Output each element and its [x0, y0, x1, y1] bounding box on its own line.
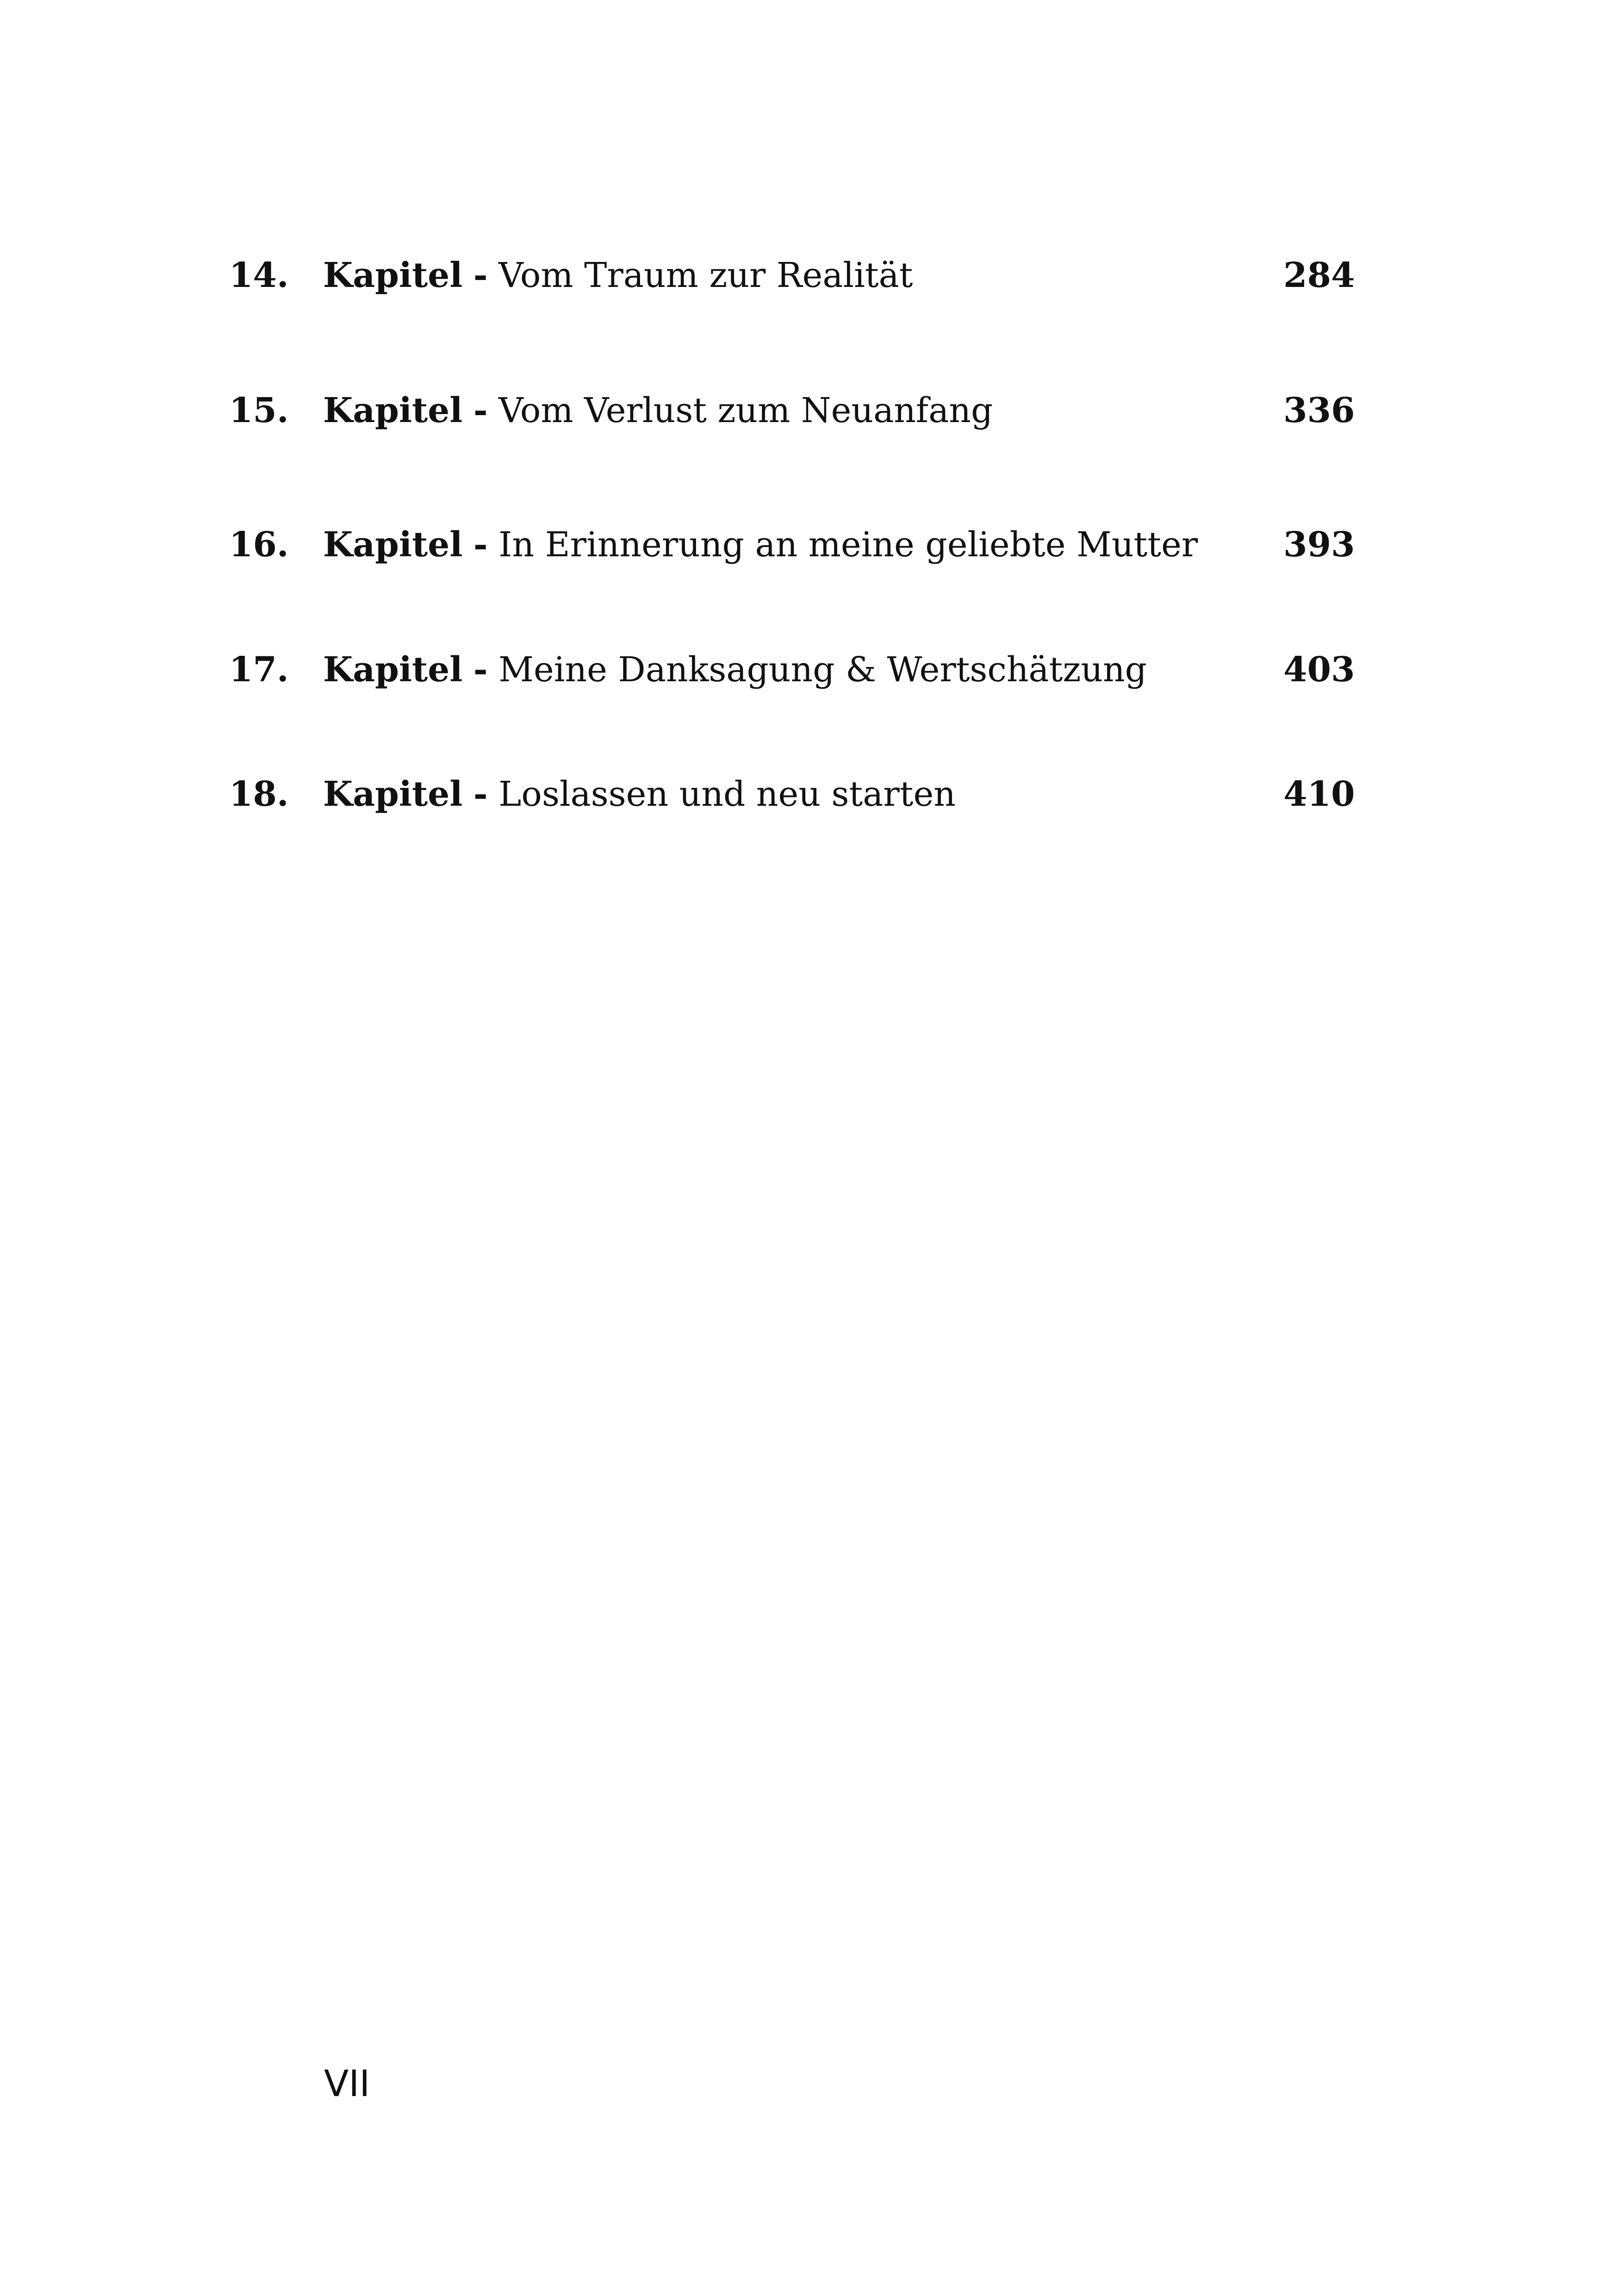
chapter-title: Meine Danksagung & Wertschätzung [498, 650, 1147, 690]
chapter-separator: - [473, 255, 488, 295]
chapter-title: Vom Traum zur Realität [498, 255, 913, 295]
chapter-label: Kapitel [323, 774, 463, 814]
chapter-page-number: 393 [1283, 525, 1355, 565]
chapter-title: In Erinnerung an meine geliebte Mutter [498, 525, 1198, 565]
chapter-label: Kapitel [323, 525, 463, 565]
chapter-number: 14. [229, 255, 289, 295]
chapter-separator: - [473, 774, 488, 814]
chapter-heading [323, 644, 1147, 695]
chapter-page-number: 284 [1283, 255, 1355, 295]
chapter-label: Kapitel [323, 650, 463, 690]
chapter-label: Kapitel [323, 255, 463, 295]
chapter-heading [323, 250, 913, 301]
chapter-title: Loslassen und neu starten [498, 774, 956, 814]
chapter-label: Kapitel [323, 391, 463, 430]
chapter-page-number: 410 [1283, 774, 1355, 814]
chapter-separator: - [473, 391, 488, 430]
chapter-separator: - [473, 650, 488, 690]
chapter-heading [323, 519, 1198, 570]
chapter-heading [323, 769, 956, 820]
toc-entry [0, 519, 1618, 570]
chapter-title: Vom Verlust zum Neuanfang [498, 391, 993, 430]
toc-entry [0, 644, 1618, 695]
toc-entry [0, 385, 1618, 436]
toc-entry [0, 250, 1618, 301]
chapter-separator: - [473, 525, 488, 565]
table-of-contents [0, 0, 1618, 879]
chapter-number: 16. [229, 525, 289, 565]
chapter-heading [323, 385, 993, 436]
chapter-page-number: 336 [1283, 391, 1355, 430]
chapter-number: 17. [229, 650, 289, 690]
chapter-number: 15. [229, 391, 289, 430]
chapter-page-number: 403 [1283, 650, 1355, 690]
page-number-roman: VII [324, 2063, 370, 2105]
toc-entry [0, 769, 1618, 820]
chapter-number: 18. [229, 774, 289, 814]
